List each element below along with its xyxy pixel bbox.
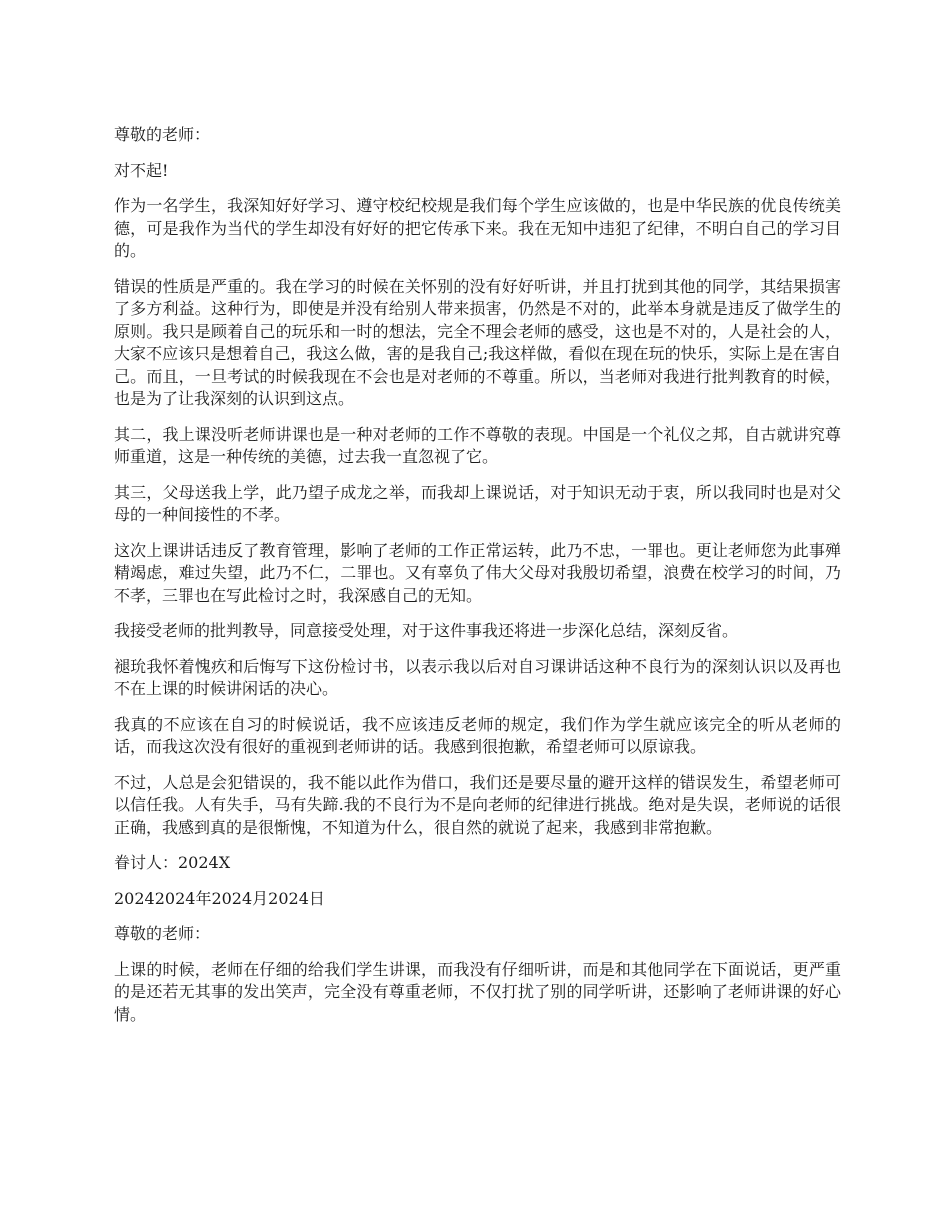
paragraph: 我接受老师的批判教导，同意接受处理，对于这件事我还将进一步深化总结，深刻反省。 — [114, 621, 739, 640]
salutation: 尊敬的老师： — [114, 125, 211, 144]
paragraph: 这次上课讲话违反了教育管理，影响了老师的工作正常运转，此乃不忠，一罪也。更让老师您为此事殚精竭虑，难过失望，此乃不仁，二罪也。又有辜负了伟大父母对我殷切希望，浪费在校学习的时间，乃不孝，三罪也在写此检讨之时，我深感自己的无知。 — [114, 540, 841, 605]
paragraph: 上课的时候，老师在仔细的给我们学生讲课，而我没有仔细听讲，而是和其他同学在下面说话，更严重的是还若无其事的发出笑声，完全没有尊重老师，不仅打扰了别的同学听讲，还影响了老师讲课的好心情。 — [114, 959, 841, 1024]
paragraph: 作为一名学生，我深知好好学习、遵守校纪校规是我们每个学生应该做的，也是中华民族的优良传统美德，可是我作为当代的学生却没有好好的把它传承下来。我在无知中违犯了纪律，不明白自己的学习目的。 — [114, 196, 841, 260]
paragraph: 其三，父母送我上学，此乃望子成龙之举，而我却上课说话，对于知识无动于衷，所以我同时也是对父母的一种间接性的不孝。 — [114, 482, 841, 524]
apology-line: 对不起! — [114, 160, 169, 180]
document-body — [114, 124, 841, 1039]
paragraph: 褪玧我怀着愧疚和后悔写下这份检讨书，以表示我以后对自习课讲话这种不良行为的深刻认识以及再也不在上课的时候讲闲话的决心。 — [114, 656, 841, 698]
salutation: 尊敬的老师： — [114, 924, 211, 943]
paragraph: 其二，我上课没听老师讲课也是一种对老师的工作不尊敬的表现。中国是一个礼仪之邦，自古就讲究尊师重道，这是一种传统的美德，过去我一直忽视了它。 — [114, 424, 841, 466]
paragraph: 错误的性质是严重的。我在学习的时候在关怀别的没有好好听讲，并且打扰到其他的同学，其结果损害了多方利益。这种行为，即使是并没有给别人带来损害，仍然是不对的，此举本身就是违反了做学生的原则。我只是顾着自己的玩乐和一时的想法，完全不理会老师的感受，这也是不对的，人是社会的人，大家不应该只是想着自己，我这么做，害的是我自己;我这样做，看似在现在玩的快乐，实际上是在害自己。而且，一旦考试的时候我现在不会也是对老师的不尊重。所以，当老师对我进行批判教育的时候，也是为了让我深刻的认识到这点。 — [114, 276, 841, 408]
date-line: 20242024年2024月2024日 — [114, 888, 325, 908]
signature-line: 眷讨人：2024X — [114, 853, 231, 872]
paragraph: 我真的不应该在自习的时候说话，我不应该违反老师的规定，我们作为学生就应该完全的听从老师的话，而我这次没有很好的重视到老师讲的话。我感到很抱歉，希望老师可以原谅我。 — [114, 714, 841, 756]
paragraph: 不过，人总是会犯错误的，我不能以此作为借口，我们还是要尽量的避开这样的错误发生，希望老师可以信任我。人有失手，马有失蹄.我的不良行为不是向老师的纪律进行挑战。绝对是失误，老师说的话很正确，我感到真的是很惭愧，不知道为什么，很自然的就说了起来，我感到非常抱歉。 — [114, 772, 841, 837]
